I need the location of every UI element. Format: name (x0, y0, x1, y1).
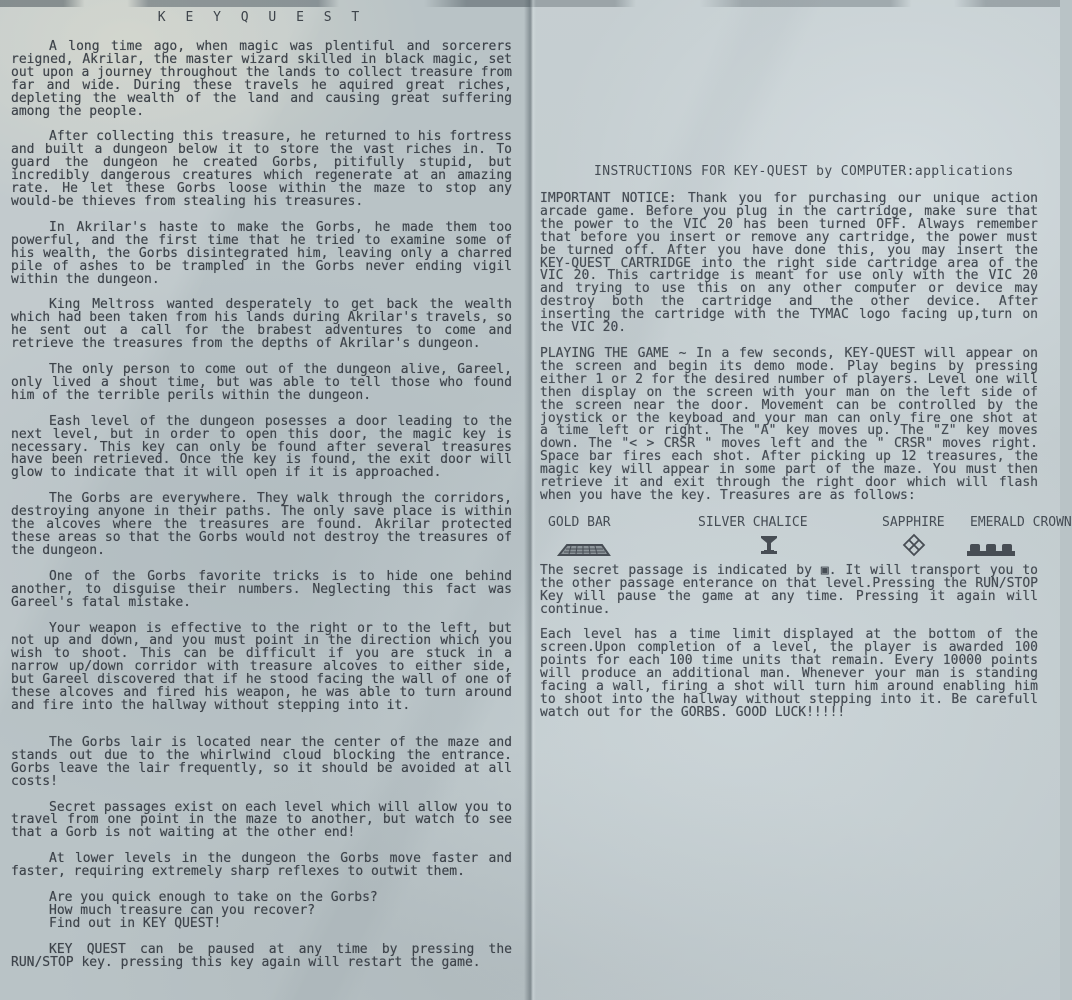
emerald-crown-icon (964, 533, 1018, 557)
scoring-paragraph: Each level has a time limit displayed at the bottom of the screen.Upon completion of a level, the player is awarded 100 points for each 100 time units that remain. Every 10000 points will produce an additional man. Whenever your man is standing facing a wall, firing a shot will turn him around enabling him to shoot into the hallway without stepping into it. Be carefull watch out for the GORBS. GOOD LUCK!!!!! (540, 627, 1038, 720)
story-paragraph: Eash level of the dungeon posesses a door leading to the next level, but in order to open this door, the magic key is necessary. This key can only be found after several treasures have been retrieved. Once the key is found, the exit door will glow to indicate that it will open if it is approached. (11, 413, 512, 481)
story-paragraph: The Gorbs are everywhere. They walk through the corridors, destroying anyone in their paths. The only save place is within the alcoves where the treasures are found. Akrilar protected these areas so that the Gorbs would not destroy the treasures of the dungeon. (11, 491, 512, 558)
story-paragraph: Your weapon is effective to the right or to the left, but not up and down, and you must point in the direction which you wish to shoot. This can be difficult if you are stuck in a narrow up/down corridor with treasure alcoves to either side, but Gareel discovered that if he stood facing the wall of one of these alcoves and fired his weapon, he was able to turn around and fire into the hallway without stepping into it. (11, 620, 512, 713)
story-paragraph: At lower levels in the dungeon the Gorbs move faster and faster, requiring extremely sharp reflexes to outwit them. (11, 851, 512, 880)
important-notice-paragraph: IMPORTANT NOTICE: Thank you for purchasing our unique action arcade game. Before you plug in the cartridge, make sure that the power to the VIC 20 has been turned OFF. Always remember that before you insert or remove any cartridge, the power must be turned off. After you have done this, you may insert the KEY-QUEST CARTRIDGE into the right side cartridge area of the VIC 20. This cartridge is meant for use only with the VIC 20 and trying to use this on any other computer or device may destroy both the cartridge and the other device. After inserting the cartridge with the TYMAC logo facing up,turn on the VIC 20. (540, 191, 1038, 336)
treasure-item (858, 516, 970, 557)
treasure-item (548, 516, 680, 557)
page-right-instructions (530, 0, 1072, 1000)
story-teaser-questions: Are you quick enough to take on the Gorbs? How much treasure can you recover? Find out in KEY QUEST! (49, 890, 378, 931)
silver-chalice-icon (758, 533, 780, 557)
treasure-label: EMERALD CROWN (970, 514, 1072, 530)
treasure-item (970, 514, 1072, 557)
story-paragraph: King Meltross wanted desperately to get back the wealth which had been taken from his lands during Akrilar's travels, so he sent out a call for the brabest adventures to come and retrieve the treasures from the depths of Akrilar's dungeon. (11, 297, 512, 352)
treasure-label: SILVER CHALICE (698, 514, 808, 530)
treasure-legend (548, 514, 1072, 557)
instructions-title: INSTRUCTIONS FOR KEY-QUEST by COMPUTER:applications (594, 164, 1014, 179)
secret-passage-paragraph: The secret passage is indicated by ▣. It will transport you to the other passage enterance on that level.Pressing the RUN/STOP Key will pause the game at any time. Pressing it again will continue. (540, 562, 1038, 617)
page-title: K E Y Q U E S T (157, 10, 366, 25)
treasure-label: GOLD BAR (548, 514, 611, 530)
story-paragraph: The only person to come out of the dungeon alive, Gareel, only lived a shout time, but was able to tell those who found him of the terrible perils within the dungeon. (11, 362, 512, 403)
story-paragraph: Secret passages exist on each level which will allow you to travel from one point in the maze to another, but watch to see that a Gorb is not waiting at the other end! (11, 799, 512, 841)
sapphire-icon (902, 533, 926, 557)
page-left-story (0, 0, 530, 1000)
treasure-item (680, 516, 858, 557)
gold-bar-icon (556, 533, 612, 557)
playing-the-game-paragraph: PLAYING THE GAME ~ In a few seconds, KEY-QUEST will appear on the screen and begin its demo mode. Play begins by pressing either 1 or 2 for the desired number of players. Level one will then display on the screen with your man on the left side of the screen near the door. Movement can be controlled by the joystick or the keyboad and your man can only fire one shot at a time left or right. The "A" key moves up. The "Z" key moves down. The "< > CRSR " moves left and the " CRSR" moves right. Space bar fires each shot. After picking up 12 treasures, the magic key will appear in some part of the maze. You must then retrieve it and exit through the right door which will flash when you have the key. Treasures are as follows: (540, 345, 1038, 503)
story-paragraph: A long time ago, when magic was plentiful and sorcerers reigned, Akrilar, the master wizard skilled in black magic, set out upon a journey throughout the lands to collect treasure from far and wide. During these travels he aquired great riches, depleting the wealth of the land and causing great suffering among the people. (11, 39, 512, 119)
page-seam-divider (524, 0, 536, 1000)
story-paragraph: One of the Gorbs favorite tricks is to hide one behind another, to disguise their numbers. Neglecting this fact was Gareel's fatal mistake. (11, 568, 512, 610)
story-paragraph: After collecting this treasure, he returned to his fortress and built a dungeon below it to store the vast riches in. To guard the dungeon he created Gorbs, pitifully stupid, but incredibly dangerous creatures which regenerate at an amazing rate. He let these Gorbs loose within the maze to stop any would-be thieves from stealing his treasures. (11, 129, 512, 209)
story-paragraph: KEY QUEST can be paused at any time by pressing the RUN/STOP key. pressing this key again will restart the game. (11, 941, 512, 970)
treasure-label: SAPPHIRE (882, 514, 945, 530)
story-paragraph: The Gorbs lair is located near the center of the maze and stands out due to the whirlwind cloud blocking the entrance. Gorbs leave the lair frequently, so it should be avoided at all costs! (11, 734, 512, 789)
story-paragraph: In Akrilar's haste to make the Gorbs, he made them too powerful, and the first time that he tried to examine some of his wealth, the Gorbs disintegrated him, leaving only a charred pile of ashes to be trampled in the Gorbs never ending vigil within the dungeon. (11, 219, 512, 287)
